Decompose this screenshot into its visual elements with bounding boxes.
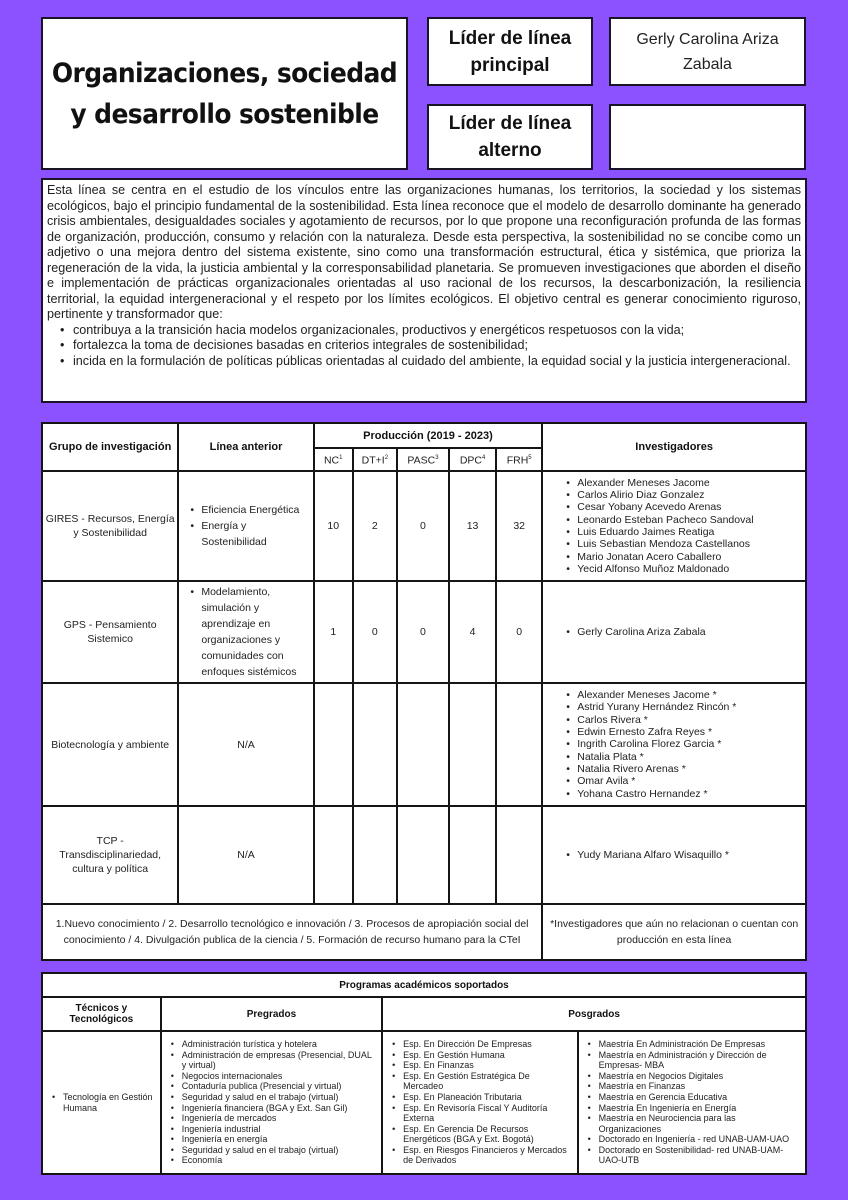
program-item: • Maestría en Administración y Dirección de Empresas- MBA [599,1050,799,1071]
program-item: • Administración turística y hotelera [182,1039,375,1050]
program-item: • Maestría en Neurociencia para las Organizaciones [599,1113,799,1134]
program-item: • Esp. En Planeación Tributaria [403,1092,570,1103]
researcher: • Yudy Mariana Alfaro Wisaquillo * [577,849,805,861]
header-previous-line: Línea anterior [178,423,313,471]
researcher: • Luis Eduardo Jaimes Reatiga [577,526,805,538]
researcher: • Carlos Rivera * [577,714,805,726]
value-dti: 0 [353,581,397,683]
value-nc [314,806,353,904]
program-item: • Ingeniería de mercados [182,1113,375,1124]
undergrad-programs [161,1031,382,1174]
program-item: • Administración de empresas (Presencial, DUAL y virtual) [182,1050,375,1071]
table-row [42,806,806,904]
program-item: • Esp. en Riesgos Financieros y Mercados de Derivados [403,1145,570,1166]
description-box [41,178,807,403]
researcher: • Alexander Meneses Jacome * [577,689,805,701]
researchers-footnote: *Investigadores que aún no relacionan o cuentan con producción en esta línea [542,904,806,960]
value-frh: 0 [496,581,542,683]
researcher: • Omar Avila * [577,775,805,787]
title-box [41,17,408,170]
lead-alt-label: Líder de línea alterno [427,104,593,170]
value-pasc: 0 [397,471,449,581]
value-dti [353,683,397,806]
program-item: • Doctorado en Sostenibilidad- red UNAB-UAM-UAO-UTB [599,1145,799,1166]
value-frh [496,683,542,806]
table-row [42,581,806,683]
researcher: • Natalia Rivero Arenas * [577,763,805,775]
header-group: Grupo de investigación [42,423,178,471]
program-item: • Esp. En Finanzas [403,1060,570,1071]
description-bullet: • contribuya a la transición hacia modelos organizacionales, productivos y energéticos respetuosos con la vida; [73,323,801,339]
value-pasc [397,683,449,806]
value-dpc [449,683,496,806]
value-dpc: 13 [449,471,496,581]
program-item: • Esp. En Gerencia De Recursos Energéticos (BGA y Ext. Bogotá) [403,1124,570,1145]
researchers-list [542,683,806,806]
programs-title: Programas académicos soportados [42,973,806,997]
table-row [42,683,806,806]
researcher: • Edwin Ernesto Zafra Reyes * [577,726,805,738]
program-item: • Tecnología en Gestión Humana [63,1092,154,1113]
value-dti: 2 [353,471,397,581]
line-item: • Modelamiento, simulación y aprendizaje en organizaciones y comunidades con enfoques sistémicos [201,584,312,680]
researcher: • Luis Sebastian Mendoza Castellanos [577,538,805,550]
previous-lines [178,581,313,683]
header-frh: FRH$^5$ [496,448,542,471]
group-name: GPS - Pensamiento Sistemico [42,581,178,683]
researcher: • Ingrith Carolina Florez Garcia * [577,738,805,750]
header-undergrad: Pregrados [161,997,382,1031]
lead-alt-value [609,104,806,170]
program-item: • Maestría en Finanzas [599,1081,799,1092]
program-item: • Esp. En Revisoría Fiscal Y Auditoría Externa [403,1103,570,1124]
header-technical: Técnicos y Tecnológicos [42,997,161,1031]
previous-lines [178,471,313,581]
program-item: • Maestría En Administración De Empresas [599,1039,799,1050]
academic-programs-table [41,972,807,1175]
table-row [42,471,806,581]
masters-doctorate-programs [578,1031,806,1174]
line-item: • Eficiencia Energética [201,502,312,518]
line-item: • Energía y Sostenibilidad [201,518,312,550]
header-nc: $NC^1$ [314,448,353,471]
specialization-programs [382,1031,577,1174]
program-item: • Economía [182,1155,375,1166]
program-item: • Maestría en Negocios Digitales [599,1071,799,1082]
researcher: • Yecid Alfonso Muñoz Maldonado [577,563,805,575]
lead-main-value: Gerly Carolina Ariza Zabala [609,17,806,86]
researchers-list [542,806,806,904]
program-item: • Negocios internacionales [182,1071,375,1082]
previous-line-text: N/A [178,683,313,806]
program-item: • Esp. En Dirección De Empresas [403,1039,570,1050]
researchers-list [542,471,806,581]
value-frh [496,806,542,904]
researcher: • Yohana Castro Hernandez * [577,788,805,800]
technical-programs [42,1031,161,1174]
researcher: • Natalia Plata * [577,751,805,763]
value-nc [314,683,353,806]
researcher: • Carlos Alirio Diaz Gonzalez [577,489,805,501]
program-item: • Maestría En Ingeniería en Energía [599,1103,799,1114]
header-dti: $DT+I^2$ [353,448,397,471]
program-item: • Ingeniería industrial [182,1124,375,1135]
value-pasc [397,806,449,904]
researcher: • Alexander Meneses Jacome [577,477,805,489]
researchers-list [542,581,806,683]
researcher: • Cesar Yobany Acevedo Arenas [577,501,805,513]
group-name: GIRES - Recursos, Energía y Sostenibilidad [42,471,178,581]
header-dpc: DPC$^4$ [449,448,496,471]
research-groups-table [41,422,807,961]
researcher: • Mario Jonatan Acero Caballero [577,551,805,563]
value-nc: 10 [314,471,353,581]
header-postgrad: Posgrados [382,997,806,1031]
value-dti [353,806,397,904]
header-pasc: PASC$^3$ [397,448,449,471]
program-item: • Maestría en Gerencia Educativa [599,1092,799,1103]
lead-main-label: Líder de línea principal [427,17,593,86]
value-dpc: 4 [449,581,496,683]
program-item: • Ingeniería financiera (BGA y Ext. San Gil) [182,1103,375,1114]
program-item: • Seguridad y salud en el trabajo (virtual) [182,1092,375,1103]
program-item: • Esp. En Gestión Humana [403,1050,570,1061]
program-item: • Contaduría publica (Presencial y virtual) [182,1081,375,1092]
description-bullets [73,323,801,370]
program-item: • Esp. En Gestión Estratégica De Mercadeo [403,1071,570,1092]
value-pasc: 0 [397,581,449,683]
header-production: Producción (2019 - 2023) [314,423,543,448]
program-item: • Ingeniería en energía [182,1134,375,1145]
researcher: • Leonardo Esteban Pacheco Sandoval [577,514,805,526]
group-name: TCP - Transdisciplinariedad, cultura y política [42,806,178,904]
researcher: • Gerly Carolina Ariza Zabala [577,626,805,638]
header-researchers: Investigadores [542,423,806,471]
description-paragraph: Esta línea se centra en el estudio de los vínculos entre las organizaciones humanas, los territorios, la sociedad y los sistemas ecológicos, bajo el principio fundamental de la sostenibilidad. Esta línea reconoce que el modelo de desarrollo dominante ha generado crisis ambientales, desigualdades sociales y agotamiento de recursos, por lo que propone una reconfiguración profunda de las formas de organización, producción, consumo y relación con la naturaleza. Desde esta perspectiva, la sostenibilidad no se concibe como un adjetivo o una mejora dentro del sistema existente, sino como una transformación estructural, ética y sistémica, que prioriza la regeneración de la vida, la justicia ambiental y la corresponsabilidad planetaria. Se promueven investigaciones que aborden el diseño e implementación de prácticas organizacionales orientadas al uso racional de los recursos, la descarbonización, la resiliencia territorial, la equidad intergeneracional y el respeto por los límites ecológicos. El objetivo central es generar conocimiento riguroso, pertinente y transformador que: [47,183,801,321]
program-item: • Doctorado en Ingeniería - red UNAB-UAM-UAO [599,1134,799,1145]
program-item: • Seguridad y salud en el trabajo (virtual) [182,1145,375,1156]
page-title: Organizaciones, sociedad y desarrollo sostenible [51,56,398,130]
value-dpc [449,806,496,904]
value-nc: 1 [314,581,353,683]
production-footnote: 1.Nuevo conocimiento / 2. Desarrollo tecnológico e innovación / 3. Procesos de apropiación social del conocimiento / 4. Divulgación publica de la ciencia / 5. Formación de recurso humano para la CTeI [42,904,542,960]
description-bullet: • incida en la formulación de políticas públicas orientadas al cuidado del ambiente, la equidad social y la justicia intergeneracional. [73,354,801,370]
group-name: Biotecnología y ambiente [42,683,178,806]
value-frh: 32 [496,471,542,581]
previous-line-text: N/A [178,806,313,904]
description-bullet: • fortalezca la toma de decisiones basadas en criterios integrales de sostenibilidad; [73,338,801,354]
researcher: • Astrid Yurany Hernández Rincón * [577,701,805,713]
